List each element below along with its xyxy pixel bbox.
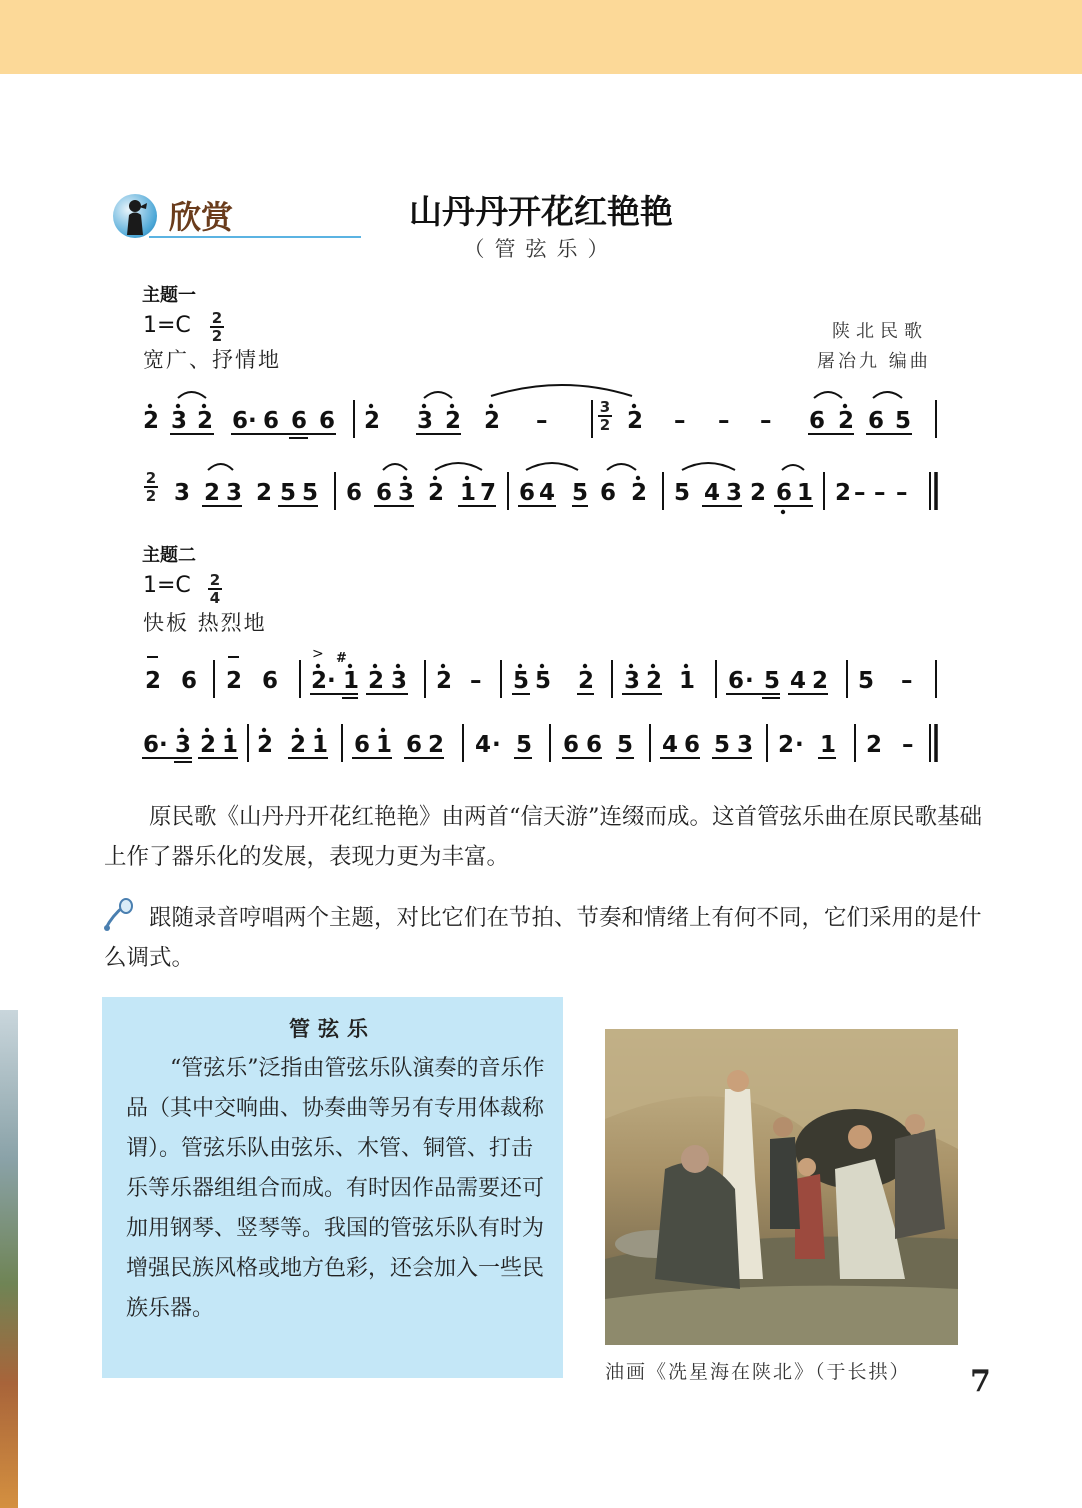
theme1-row2 <box>174 480 908 506</box>
oil-painting-image <box>605 1029 958 1345</box>
svg-text:6: 6 <box>263 408 280 434</box>
svg-text:6: 6 <box>684 732 701 758</box>
svg-text:2: 2 <box>428 480 445 506</box>
theme2-key: 1=C <box>143 573 191 598</box>
svg-text:2: 2 <box>256 480 273 506</box>
svg-text:6: 6 <box>143 732 160 758</box>
svg-text:1: 1 <box>820 732 837 758</box>
svg-text:4: 4 <box>790 668 807 694</box>
svg-text:6: 6 <box>809 408 826 434</box>
svg-text:5: 5 <box>617 732 634 758</box>
svg-text:2: 2 <box>257 732 274 758</box>
svg-text:2: 2 <box>835 480 852 506</box>
svg-text:2: 2 <box>838 408 855 434</box>
meter-bottom: 4 <box>209 589 221 607</box>
info-box <box>102 997 563 1378</box>
info-box-title: 管弦乐 <box>289 1016 376 1041</box>
theme1-inline-meter-b: 2 2 <box>145 469 157 505</box>
theme1-arranger: 屠冶九 编曲 <box>817 351 931 372</box>
svg-text:6: 6 <box>728 668 745 694</box>
svg-text:5: 5 <box>764 668 781 694</box>
svg-text:2: 2 <box>200 732 217 758</box>
svg-text:2: 2 <box>646 668 663 694</box>
svg-text:6: 6 <box>519 480 536 506</box>
svg-text:1: 1 <box>376 732 393 758</box>
svg-text:1: 1 <box>460 480 477 506</box>
svg-text:1: 1 <box>312 732 329 758</box>
svg-text:6: 6 <box>406 732 423 758</box>
svg-text:·: · <box>492 732 501 758</box>
theme1-row1 <box>143 408 911 434</box>
svg-text:6: 6 <box>600 480 617 506</box>
svg-text:6: 6 <box>868 408 885 434</box>
svg-text:3: 3 <box>726 480 743 506</box>
svg-text:6: 6 <box>262 668 279 694</box>
svg-text:5: 5 <box>714 732 731 758</box>
svg-text:6: 6 <box>232 408 249 434</box>
svg-text:6: 6 <box>376 480 393 506</box>
svg-text:2: 2 <box>631 480 648 506</box>
svg-text:–: – <box>718 408 730 434</box>
intro-paragraph: 原民歌《山丹丹开花红艳艳》由两首“信天游”连缀而成。这首管弦乐曲在原民歌基础上作了器乐化的发展，表现力更为丰富。 <box>104 804 983 870</box>
svg-text:–: – <box>470 668 482 694</box>
svg-text:4: 4 <box>475 732 492 758</box>
svg-text:2: 2 <box>143 408 160 434</box>
svg-text:·: · <box>745 668 754 694</box>
svg-text:3: 3 <box>737 732 754 758</box>
left-edge-photo-strip <box>0 1010 18 1508</box>
svg-text:2: 2 <box>750 480 767 506</box>
svg-text:–: – <box>674 408 686 434</box>
svg-text:2: 2 <box>812 668 829 694</box>
svg-text:6: 6 <box>319 408 336 434</box>
svg-text:3: 3 <box>174 480 191 506</box>
svg-text:2: 2 <box>436 668 453 694</box>
svg-text:2: 2 <box>226 668 243 694</box>
svg-text:7: 7 <box>480 480 497 506</box>
svg-text:–: – <box>896 480 908 506</box>
svg-text:–: – <box>760 408 772 434</box>
svg-text:·: · <box>795 732 804 758</box>
page-number: 7 <box>970 1364 991 1399</box>
svg-text:5: 5 <box>572 480 589 506</box>
svg-text:6: 6 <box>346 480 363 506</box>
svg-text:2: 2 <box>311 668 328 694</box>
svg-text:2: 2 <box>578 668 595 694</box>
svg-text:5: 5 <box>535 668 552 694</box>
svg-text:2: 2 <box>368 668 385 694</box>
svg-text:1: 1 <box>797 480 814 506</box>
svg-text:5: 5 <box>513 668 530 694</box>
svg-text:6: 6 <box>776 480 793 506</box>
theme2-row1 <box>145 668 913 694</box>
theme1-label: 主题一 <box>142 285 196 306</box>
svg-text:3: 3 <box>175 732 192 758</box>
svg-text:1: 1 <box>679 668 696 694</box>
svg-text:2: 2 <box>364 408 381 434</box>
svg-text:3: 3 <box>391 668 408 694</box>
svg-text:5: 5 <box>895 408 912 434</box>
svg-text:3: 3 <box>417 408 434 434</box>
svg-text:6: 6 <box>563 732 580 758</box>
theme1-inline-meter-a: 3 2 <box>599 398 611 434</box>
svg-text:2: 2 <box>290 732 307 758</box>
svg-text:–: – <box>536 408 548 434</box>
theme1-tempo: 宽广、抒情地 <box>143 348 281 372</box>
svg-text:6: 6 <box>291 408 308 434</box>
painting-caption: 油画《冼星海在陕北》（于长拱） <box>605 1361 911 1383</box>
svg-text:4: 4 <box>704 480 721 506</box>
svg-text:#: # <box>336 651 347 666</box>
svg-text:3: 3 <box>171 408 188 434</box>
svg-text:–: – <box>874 480 886 506</box>
svg-text:5: 5 <box>674 480 691 506</box>
svg-text:1: 1 <box>222 732 239 758</box>
svg-text:2: 2 <box>428 732 445 758</box>
svg-text:3: 3 <box>226 480 243 506</box>
meter-bottom: 2 <box>211 327 223 345</box>
svg-text:5: 5 <box>516 732 533 758</box>
svg-text:–: – <box>901 668 913 694</box>
svg-text:3: 3 <box>398 480 415 506</box>
svg-text:6: 6 <box>181 668 198 694</box>
svg-text:2: 2 <box>145 668 162 694</box>
svg-text:6: 6 <box>586 732 603 758</box>
svg-text:2: 2 <box>866 732 883 758</box>
svg-text:6: 6 <box>354 732 371 758</box>
svg-text:2: 2 <box>445 408 462 434</box>
svg-text:5: 5 <box>280 480 297 506</box>
svg-text:3: 3 <box>624 668 641 694</box>
song-subtitle: （管弦乐） <box>463 237 619 261</box>
svg-text:–: – <box>854 480 866 506</box>
svg-text:·: · <box>327 668 336 694</box>
theme2-label: 主题二 <box>142 545 196 566</box>
theme2-tempo: 快板 热烈地 <box>143 611 267 635</box>
info-box-body: “管弦乐”泛指由管弦乐队演奏的音乐作品（其中交响曲、协奏曲等另有专用体裁称谓）。管弦乐队由弦乐、木管、铜管、打击乐等乐器组组合而成。有时因作品需要还可加用钢琴、竖琴等。我国的管弦乐队有时为增强民族风格或地方色彩，还会加入一些民族乐器。 <box>126 1056 545 1321</box>
svg-text:4: 4 <box>662 732 679 758</box>
svg-text:2: 2 <box>484 408 501 434</box>
meter-top: 2 <box>211 309 223 327</box>
meter-top: 2 <box>209 571 221 589</box>
task-paragraph: 跟随录音哼唱两个主题，对比它们在节拍、节奏和情绪上有何不同，它们采用的是什么调式。 <box>104 905 982 971</box>
svg-text:·: · <box>159 732 168 758</box>
svg-text:–: – <box>902 732 914 758</box>
svg-text:2: 2 <box>778 732 795 758</box>
svg-text:2: 2 <box>197 408 214 434</box>
song-title: 山丹丹开花红艳艳 <box>409 192 673 231</box>
svg-text:1: 1 <box>343 668 360 694</box>
svg-text:2: 2 <box>204 480 221 506</box>
svg-text:4: 4 <box>539 480 556 506</box>
section-label: 欣赏 <box>169 198 234 236</box>
theme1-key: 1=C <box>143 313 191 338</box>
theme1-origin: 陕北民歌 <box>832 321 928 342</box>
svg-text:5: 5 <box>302 480 319 506</box>
theme2-row2 <box>143 732 914 758</box>
svg-text:·: · <box>248 408 257 434</box>
svg-text:2: 2 <box>627 408 644 434</box>
svg-text:>: > <box>312 646 324 662</box>
svg-text:5: 5 <box>858 668 875 694</box>
